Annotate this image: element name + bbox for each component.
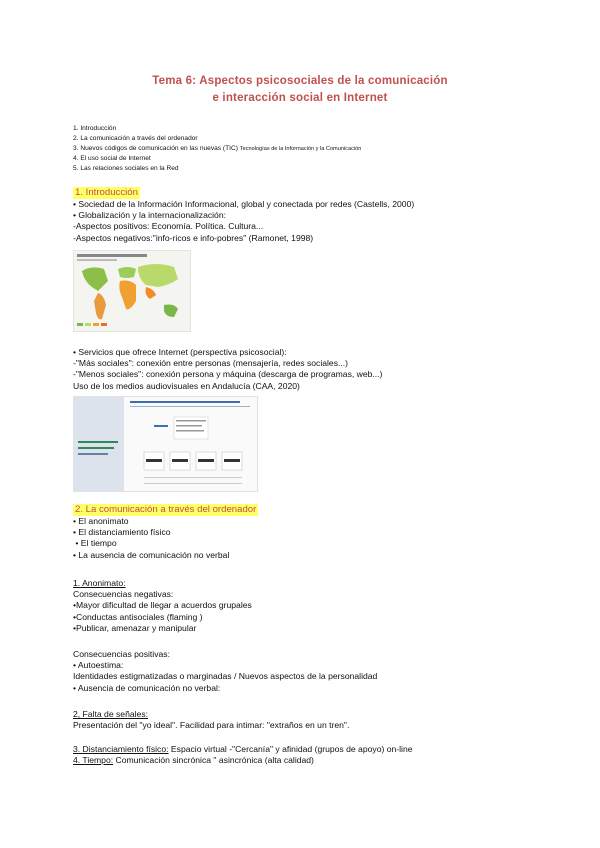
text-line: -Aspectos negativos:"info-ricos e info-pobres" (Ramonet, 1998): [73, 232, 314, 243]
section-distanciamiento-tiempo: [73, 744, 413, 766]
text-line: • Ausencia de comunicación no verbal:: [73, 682, 221, 693]
text-line: Identidades estigmatizadas o marginadas / Nuevos aspectos de la personalidad: [73, 671, 378, 682]
section-introduccion: [73, 187, 414, 244]
text-line: • Sociedad de la Información Informacional, global y conectada por redes (Castells, 2000): [73, 199, 415, 209]
section-heading: 1. Introducción: [75, 187, 138, 198]
text-line: Presentación del "yo ideal". Facilidad para intimar: "extraños en un tren".: [73, 720, 350, 731]
subsection-heading: 1. Anonimato:: [73, 578, 126, 588]
subsection-heading: 3. Distanciamiento físico:: [73, 744, 169, 754]
toc-item: 3. Nuevos códigos de comunicación en las nuevas (TIC) Tecnologías de la Información y la Comunicación: [73, 145, 362, 152]
text-line: •Conductas antisociales (flaming ): [73, 611, 203, 622]
section-consecuencias-positivas: [73, 649, 377, 694]
doc-title-line2: e interacción social en Internet: [212, 92, 388, 104]
text-line: Consecuencias positivas:: [73, 649, 170, 659]
text-line: -Aspectos positivos: Economía. Política. Cultura...: [73, 221, 264, 232]
subsection-heading: 2, Falta de señales:: [73, 709, 149, 719]
table-of-contents: [73, 124, 361, 174]
text-line: • Autoestima:: [73, 660, 124, 671]
section-anonimato: [73, 578, 252, 634]
world-map-figure: [73, 250, 191, 332]
text-line: 4. Tiempo: Comunicación sincrónica " asincrónica (alta calidad): [73, 755, 314, 766]
subsection-heading: 4. Tiempo:: [73, 755, 114, 766]
text-line: • Servicios que ofrece Internet (perspectiva psicosocial):: [73, 347, 287, 357]
report-screenshot-icon: [74, 397, 257, 491]
text-line: • El tiempo: [73, 538, 117, 549]
text-line: •Mayor dificultad de llegar a acuerdos grupales: [73, 600, 252, 611]
world-map-icon: [74, 251, 190, 331]
section-falta-senales: [73, 709, 349, 731]
text-line: -"Menos sociales": conexión persona y máquina (descarga de programas, web...): [73, 369, 383, 380]
section-servicios: [73, 347, 382, 392]
text-line: • El distanciamiento físico: [73, 527, 171, 538]
text-line: • Globalización y la internacionalización:: [73, 210, 227, 221]
toc-item: 5. Las relaciones sociales en la Red: [73, 165, 179, 172]
text-line: -"Más sociales": conexión entre personas (mensajería, redes sociales...): [73, 358, 349, 369]
report-screenshot-figure: [73, 396, 258, 492]
toc-item: 2. La comunicación a través del ordenador: [73, 135, 198, 142]
text-line: 3. Distanciamiento físico: Espacio virtual -"Cercanía" y afinidad (grupos de apoyo) on-line: [73, 744, 413, 754]
toc-item: 4. El uso social de Internet: [73, 155, 151, 162]
text-line: Uso de los medios audiovisuales en Andalucía (CAA, 2020): [73, 380, 300, 391]
toc-item: 1. Introducción: [73, 125, 117, 132]
text-line: Consecuencias negativas:: [73, 589, 174, 600]
section-comunicacion: [73, 504, 258, 561]
text-line: •Publicar, amenazar y manipular: [73, 622, 197, 633]
section-heading: 2. La comunicación a través del ordenador: [75, 504, 257, 515]
text-line: • El anonimato: [73, 516, 129, 526]
text-line: • La ausencia de comunicación no verbal: [73, 549, 230, 560]
doc-title-line1: Tema 6: Aspectos psicosociales de la comunicación: [152, 75, 448, 87]
